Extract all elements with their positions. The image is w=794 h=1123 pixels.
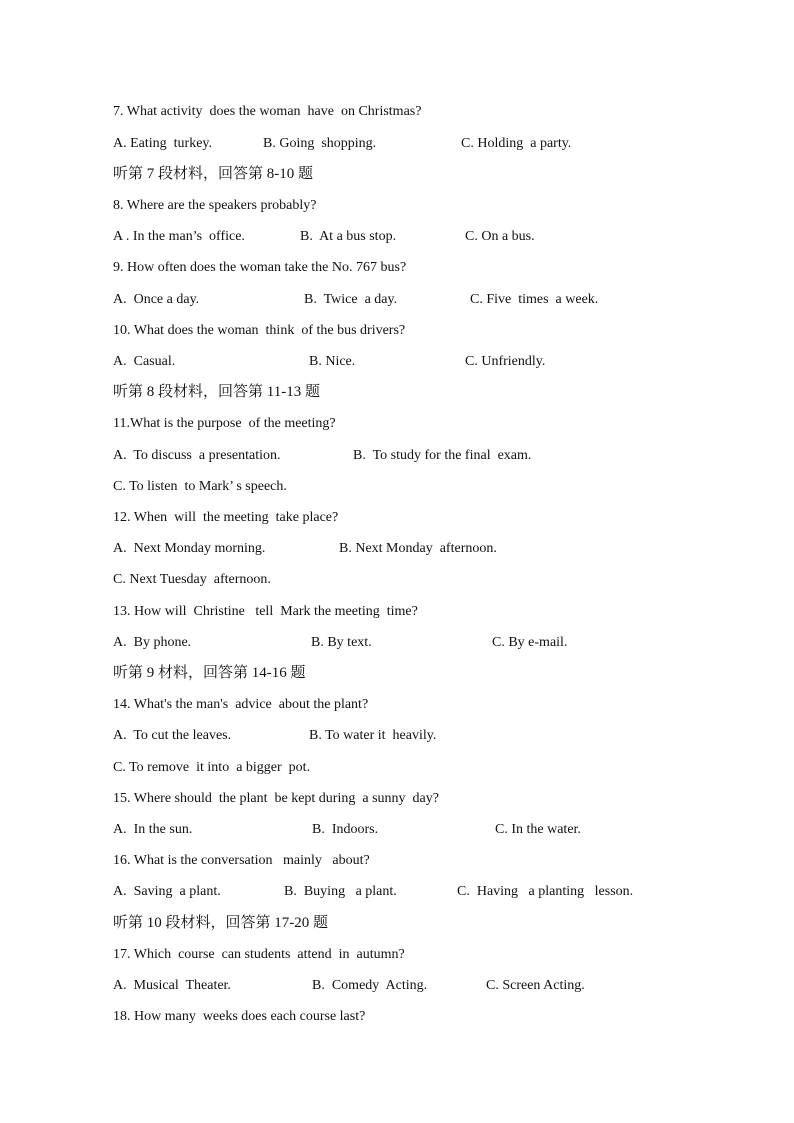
option-c-14: C. To remove it into a bigger pot. [113,760,311,775]
option-a: A. To cut the leaves. [113,728,232,743]
option-b: B. Going shopping. [263,136,377,151]
question-10: 10. What does the woman think of the bus drivers? [113,323,406,338]
question-13: 13. How will Christine tell Mark the meeting time? [113,604,418,619]
options-16 [113,882,634,902]
option-a: A. To discuss a presentation. [113,448,281,463]
question-16: 16. What is the conversation mainly about? [113,853,370,868]
options-11 [113,446,532,466]
question-17: 17. Which course can students attend in autumn? [113,947,405,962]
option-b: B. By text. [311,635,372,650]
section-heading-8: 听第 8 段材料，回答第 11-13 题 [113,384,320,400]
options-17 [113,976,585,996]
option-b: B. Nice. [309,354,356,369]
option-c: C. In the water. [495,822,581,837]
section-heading-9: 听第 9 材料，回答第 14-16 题 [113,665,306,681]
question-12: 12. When will the meeting take place? [113,510,339,525]
options-14 [113,726,437,746]
option-c: C. Holding a party. [461,136,572,151]
option-a: A. In the sun. [113,822,193,837]
option-c-12: C. Next Tuesday afternoon. [113,572,271,587]
option-a: A. By phone. [113,635,192,650]
option-c: C. By e-mail. [492,635,568,650]
question-7: 7. What activity does the woman have on Christmas? [113,104,422,119]
options-15 [113,820,581,840]
question-14: 14. What's the man's advice about the plant? [113,697,369,712]
option-b: B. At a bus stop. [300,229,397,244]
section-heading-10: 听第 10 段材料，回答第 17-20 题 [113,915,328,931]
option-b: B. To study for the final exam. [353,448,532,463]
option-a: A . In the man’s office. [113,229,245,244]
option-b: B. To water it heavily. [309,728,437,743]
option-a: A. Next Monday morning. [113,541,266,556]
question-15: 15. Where should the plant be kept during a sunny day? [113,791,439,806]
option-c: C. Five times a week. [470,292,599,307]
question-9: 9. How often does the woman take the No. 767 bus? [113,260,407,275]
question-8: 8. Where are the speakers probably? [113,198,317,213]
option-b: B. Twice a day. [304,292,398,307]
option-a: A. Eating turkey. [113,136,213,151]
option-c-11: C. To listen to Mark’ s speech. [113,479,287,494]
option-c: C. Having a planting lesson. [457,884,634,899]
option-c: C. Unfriendly. [465,354,546,369]
option-b: B. Buying a plant. [284,884,397,899]
option-a: A. Once a day. [113,292,200,307]
option-b: B. Comedy Acting. [312,978,428,993]
options-8 [113,227,535,247]
option-b: B. Indoors. [312,822,379,837]
options-10 [113,352,546,372]
option-a: A. Musical Theater. [113,978,231,993]
options-7 [113,134,572,154]
option-b: B. Next Monday afternoon. [339,541,497,556]
question-11: 11.What is the purpose of the meeting? [113,416,336,431]
option-a: A. Casual. [113,354,176,369]
options-13 [113,633,568,653]
option-c: C. Screen Acting. [486,978,585,993]
options-12 [113,539,497,559]
option-c: C. On a bus. [465,229,535,244]
options-9 [113,290,599,310]
question-18: 18. How many weeks does each course last? [113,1009,366,1024]
option-a: A. Saving a plant. [113,884,221,899]
section-heading-7: 听第 7 段材料，回答第 8-10 题 [113,166,313,182]
